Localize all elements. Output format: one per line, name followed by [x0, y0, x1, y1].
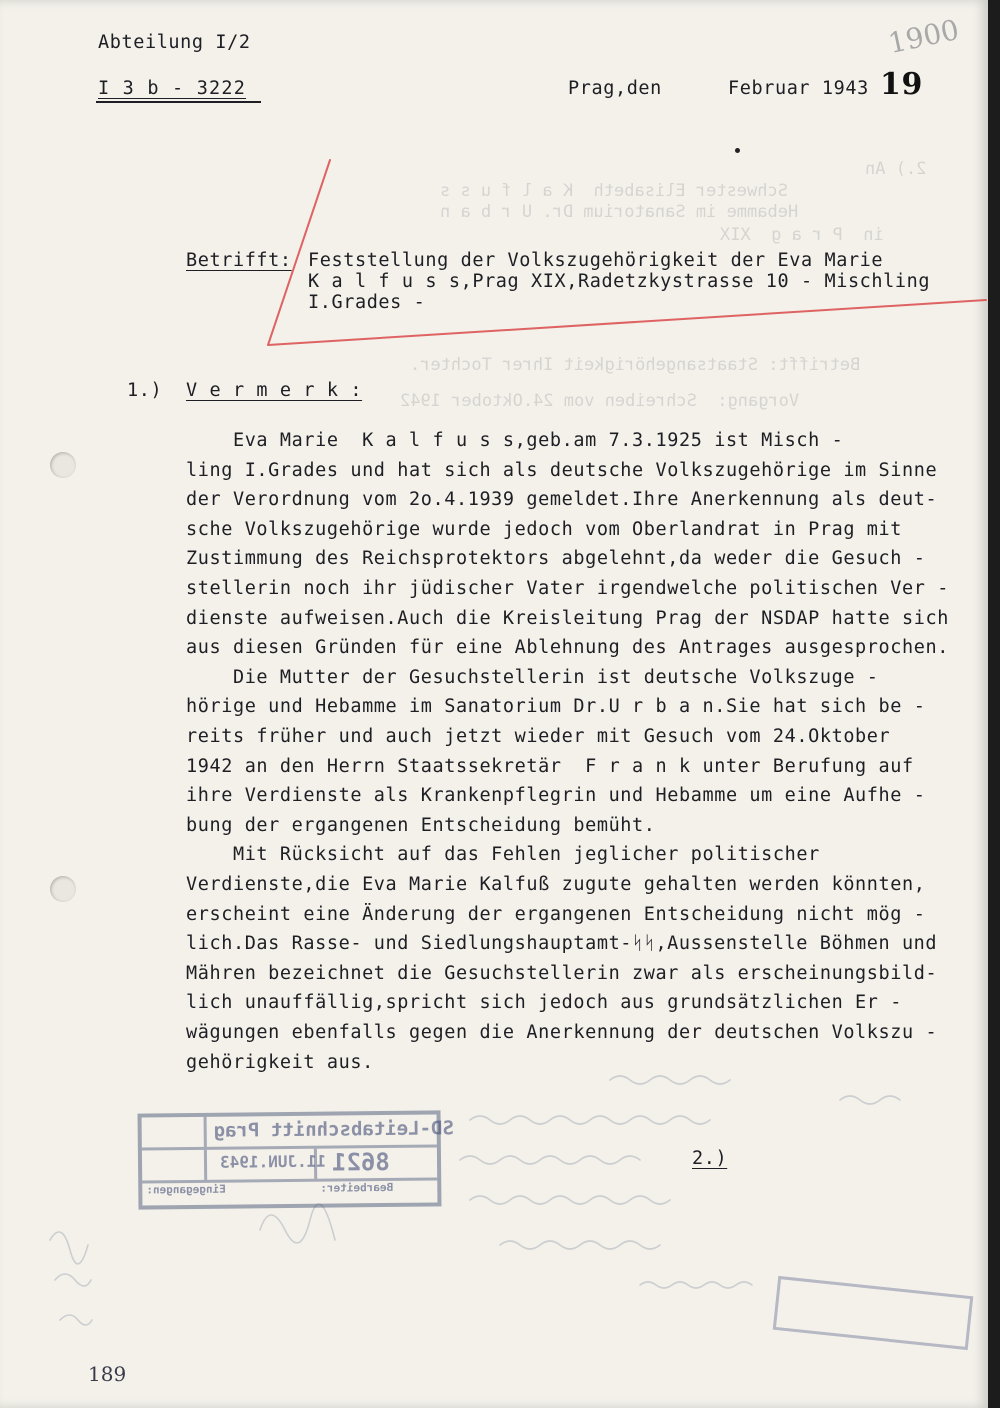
month-year: Februar 1943	[728, 78, 869, 99]
body-line: reits früher und auch jetzt wieder mit Gesuch vom 24.Oktober	[186, 726, 891, 747]
body-line: lich.Das Rasse- und Siedlungshauptamt-ᛋᛋ,Aussenstelle Böhmen und	[186, 933, 938, 955]
body-line: hörige und Hebamme im Sanatorium Dr.U r b a n.Sie hat sich be -	[186, 696, 926, 718]
subject-line: Feststellung der Volkszugehörigkeit der Eva Marie	[308, 250, 884, 271]
body-line: sche Volkszugehörige wurde jedoch vom Oberlandrat in Prag mit	[186, 518, 903, 540]
body-line: Zustimmung des Reichsprotektors abgelehnt,da weder die Gesuch -	[186, 548, 926, 570]
bleed-through-line: Vorgang: Schreiben vom 24.Oktober 1942	[400, 391, 800, 411]
stamp-number: 8621	[331, 1147, 390, 1177]
body-line: Mähren bezeichnet die Gesuchstellerin zwar als erscheinungsbild-	[186, 962, 938, 984]
body-line: Eva Marie K a l f u s s,geb.am 7.3.1925 ist Misch -	[186, 430, 844, 451]
body-line: ling I.Grades und hat sich als deutsche Volkszugehörige im Sinne	[186, 459, 938, 481]
body-line: lich unauffällig,spricht sich jedoch aus grundsätzlichen Er -	[186, 992, 903, 1014]
next-section-number: 2.)	[692, 1148, 728, 1169]
subject-line: I.Grades -	[308, 292, 426, 313]
bleed-through-line: Betrifft: Staatsangehörigkeit Ihrer Tochter.	[410, 355, 861, 375]
body-line: Die Mutter der Gesuchstellerin ist deutsche Volkszuge -	[186, 666, 879, 688]
body-line: Mit Rücksicht auf das Fehlen jeglicher politischer	[186, 844, 820, 866]
bleed-through-line: Hebamme im Sanatorium Dr. U r b a n	[440, 202, 799, 222]
scan-edge	[988, 0, 1000, 1408]
body-line: erscheint eine Änderung der ergangenen Entscheidung nicht mög -	[186, 903, 926, 925]
body-line: wägungen ebenfalls gegen die Anerkennung der deutschen Volkszu -	[186, 1022, 938, 1043]
subject-line: K a l f u s s,Prag XIX,Radetzkystrasse 10 - Mischling	[308, 271, 931, 292]
stamp-date: 11.JUN.1943	[219, 1151, 327, 1172]
file-number: I 3 b - 3222	[98, 78, 247, 99]
section-heading: V e r m e r k :	[186, 380, 363, 401]
body-line: gehörigkeit aus.	[186, 1051, 374, 1073]
corner-annotation: 1900	[885, 12, 962, 61]
punch-hole	[50, 876, 76, 902]
bleed-through-line: Schwester Elisabeth K a l f u s s	[440, 181, 788, 201]
bleed-through-line: 2.) An	[865, 159, 927, 179]
section-number: 1.)	[127, 380, 163, 401]
body-line: bung der ergangenen Entscheidung bemüht.	[186, 814, 656, 836]
body-line: der Verordnung vom 2o.4.1939 gemeldet.Ihre Anerkennung als deut-	[186, 489, 938, 511]
handwritten-day: 19	[880, 67, 923, 102]
department-label: Abteilung I/2	[98, 32, 251, 53]
page-number: 189	[88, 1362, 127, 1386]
stamp-label-left: Eingegangen:	[146, 1182, 226, 1197]
bleed-through-line: in P r a g XIX	[720, 225, 884, 245]
body-line: dienste aufweisen.Auch die Kreisleitung Prag der NSDAP hatte sich	[186, 607, 949, 629]
faint-handwriting	[0, 1060, 988, 1380]
stamp-label-right: Bearbeiter:	[320, 1180, 394, 1195]
body-line: ihre Verdienste als Krankenpflegrin und Hebamme um eine Aufhe -	[186, 785, 926, 807]
punch-hole	[50, 452, 76, 478]
body-line: Verdienste,die Eva Marie Kalfuß zugute gehalten werden könnten,	[186, 874, 926, 895]
body-line: 1942 an den Herrn Staatssekretär F r a n k unter Berufung auf	[186, 755, 914, 777]
body-line: stellerin noch ihr jüdischer Vater irgendwelche politischen Ver -	[186, 578, 949, 599]
place-date: Prag,den	[568, 78, 662, 99]
subject-label: Betrifft:	[186, 250, 292, 271]
red-pencil-mark	[0, 0, 988, 400]
stamp-office: SD-Leitabschnitt Prag	[213, 1117, 455, 1142]
body-line: aus diesen Gründen für eine Ablehnung des Antrages ausgesprochen.	[186, 637, 949, 659]
